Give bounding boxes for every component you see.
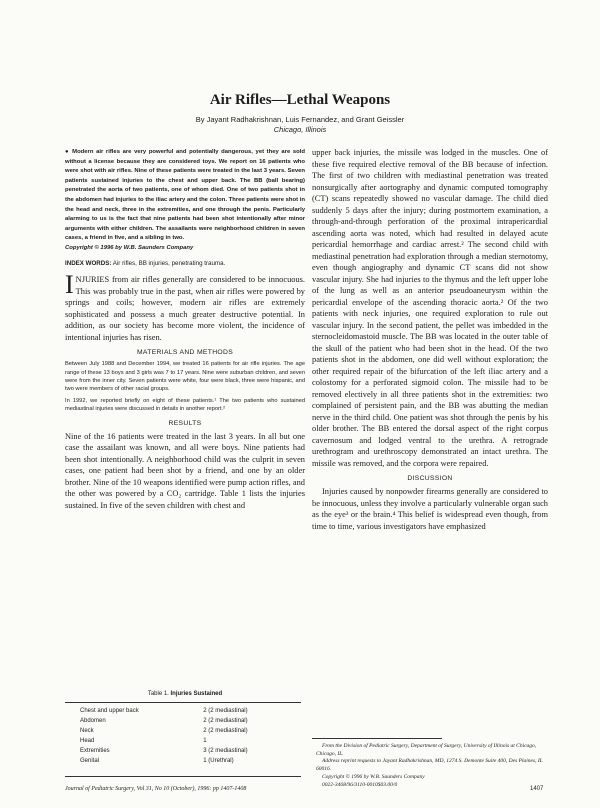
table-row [80,756,290,766]
table-row [80,706,290,716]
table-bottom-rule [65,776,301,777]
table-top-rule [65,702,301,703]
table-cell-count: 3 (2 mediastinal) [203,748,248,754]
table-caption [65,691,305,697]
footnote-rule [312,738,442,739]
table-cell-site: Neck [80,728,94,734]
footnote-affiliation: From the Division of Pediatric Surgery, Department of Surgery, University of Illinois at Chicago, Chicago, IL. [316,743,537,757]
footnote-copyright: Copyright © 1996 by W.B. Saunders Company [322,773,425,780]
table-row [80,736,290,746]
article-title: Air Rifles—Lethal Weapons [209,92,391,108]
index-words [65,259,305,269]
table-title: Injuries Sustained [170,691,223,697]
table-cell-site: Abdomen [80,718,106,724]
index-words-label: INDEX WORDS: [65,259,112,267]
footer-page-number: 1407 [530,786,544,792]
drop-cap: I [65,270,74,300]
index-words-text: Air rifles, BB injuries, penetrating trauma. [112,259,226,267]
table-cell-site: Head [80,738,95,744]
author-location: Chicago, Illinois [273,125,327,134]
footnote-issn: 0022-3468/96/3110-0010$03.00/0 [322,781,398,788]
footnotes [316,743,550,789]
table-cell-site: Chest and upper back [80,708,139,714]
table-cell-count: 1 (Urethral) [203,758,234,764]
results-heading: RESULTS [168,419,202,427]
abstract-text: ● Modern air rifles are very powerful and potentially dangerous, yet they are sold without a license because they are considered toys. We report on 16 patients who were shot with air rifles. Nine of these patients were treated in the last 3 years. Seven patients sustained injuries to the chest and upper back. The BB (ball bearing) penetrated the aorta of two patients, one of whom died. One of two patients shot in the abdomen had injuries to the iliac artery and the colon. Three patients were shot in the head and neck, three in the extremities, and one through the penis. Particularly alarming to us is the fact that nine patients had been shot intentionally after minor arguments with either children. The assailants were neighborhood children in seven cases, a friend in five, and a sibling in two. [65,149,305,242]
abstract-copyright: Copyright © 1996 by W.B. Saunders Company [65,244,194,251]
author-list: By Jayant Radhakrishnan, Luis Fernandez, and Grant Geissler [195,115,405,124]
footnote-address: Address reprint requests to Jayant Radhakrishnan, MD, 1274 S. Demonte Suite 400, Des Plaines, IL 60016. [316,758,543,773]
table-cell-count: 2 (2 mediastinal) [203,728,248,734]
table-cell-site: Extremities [80,748,110,754]
discussion-heading: DISCUSSION [407,475,453,482]
table-cell-count: 1 [203,738,207,744]
table-cell-count: 2 (2 mediastinal) [203,708,248,714]
table-label: Table 1. [147,691,169,697]
discussion-paragraph: Injuries caused by nonpowder firearms generally are considered to be innocuous, unless they involve a particularly vulnerable organ such as the eye³ or the brain.⁴ This belief is widespread even though, from time to time, various investigators have emphasized [312,487,548,531]
table-row [80,716,290,726]
intro-text: NJURIES from air rifles generally are considered to be innocuous. This was probably true in the past, when air rifles were powered by springs and coils; however, modern air rifles are extremely sophisticated and possess a much greater destructive potential. In addition, as our society has become more violent, the incidence of intentional injuries has risen. [65,275,305,342]
right-column [312,147,548,532]
intro-paragraph [65,270,305,343]
table-cell-site: Genital [80,758,100,764]
methods-paragraph-2: In 1992, we reported briefly on eight of these patients.¹ The two patients who sustained mediastinal injuries were discussed in details in another report.² [65,397,305,413]
table-row [80,746,290,756]
footer-journal-citation: Journal of Pediatric Surgery, Vol 31, No 10 (October), 1996: pp 1407-1408 [65,786,247,792]
table-cell-count: 2 (2 mediastinal) [203,718,248,724]
results-continued-paragraph: upper back injuries, the missile was lodged in the muscles. One of these five required elective removal of the BB because of infection. The first of two children with mediastinal penetration was treated nonsurgically after aortography and dynamic computed tomography (CT) scans repeatedly showed no vascular damage. The child died suddenly 5 days after the injury; during postmortem examination, a through-and-through perforation of the proximal intrapericardial ascending aorta was noted, which had resulted in delayed acute pericardial hemorrhage and cardiac arrest.² The second child with mediastinal penetration had exploration through a median sternotomy, even though angiography and dynamic CT scans did not show vascular injury. She had injuries to the thymus and the left upper lobe of the lung as well as an anterior pseudoaneurysm within the pericardial envelope of the ascending thoracic aorta.² Of the two patients with neck injuries, one required exploration to rule out vascular injury. In the second patient, the pellet was imbedded in the sternocleidomastoid muscle. The BB was located in the outer table of the skull of the patient who had been shot in the head. Of the two patients shot in the abdomen, one did well without exploration; the other required repair of the bifurcation of the left iliac artery and a colostomy for a perforated sigmoid colon. The missile had to be removed electively in all three patients shot in the extremities: two complained of persistent pain, and the BB was abutting the median nerve in the third child. One patient was shot through the penis by his older brother. The BB entered the dorsal aspect of the right corpus cavernosum and lodged ventral to the urethra. A retrograde urethrogram and urethroscopy demonstrated an intact urethra. The missile was removed, and the corpora were repaired. [312,148,548,468]
methods-heading: MATERIALS AND METHODS [136,349,234,357]
methods-paragraph-1: Between July 1988 and December 1994, we treated 16 patients for air rifle injuries. The age range of these 13 boys and 3 girls was 7 to 17 years. Nine were suburban children, and seven were from the inner city. Seven patients were white, four were black, three were hispanic, and two were members of other racial groups. [65,361,305,393]
left-column [65,148,305,511]
results-paragraph: Nine of the 16 patients were treated in the last 3 years. In all but one case the assailant was known, and all were boys. Nine patients had been shot intentionally. A neighborhood child was the culprit in seven cases, one patient had been shot by a friend, and one by an older brother. Nine of the 10 weapons identified were pump action rifles, and the other was powered by a CO₂ cartridge. Table 1 lists the injuries sustained. In five of the seven children with chest and [65,431,305,510]
table-row [80,726,290,736]
injuries-table [80,706,290,766]
